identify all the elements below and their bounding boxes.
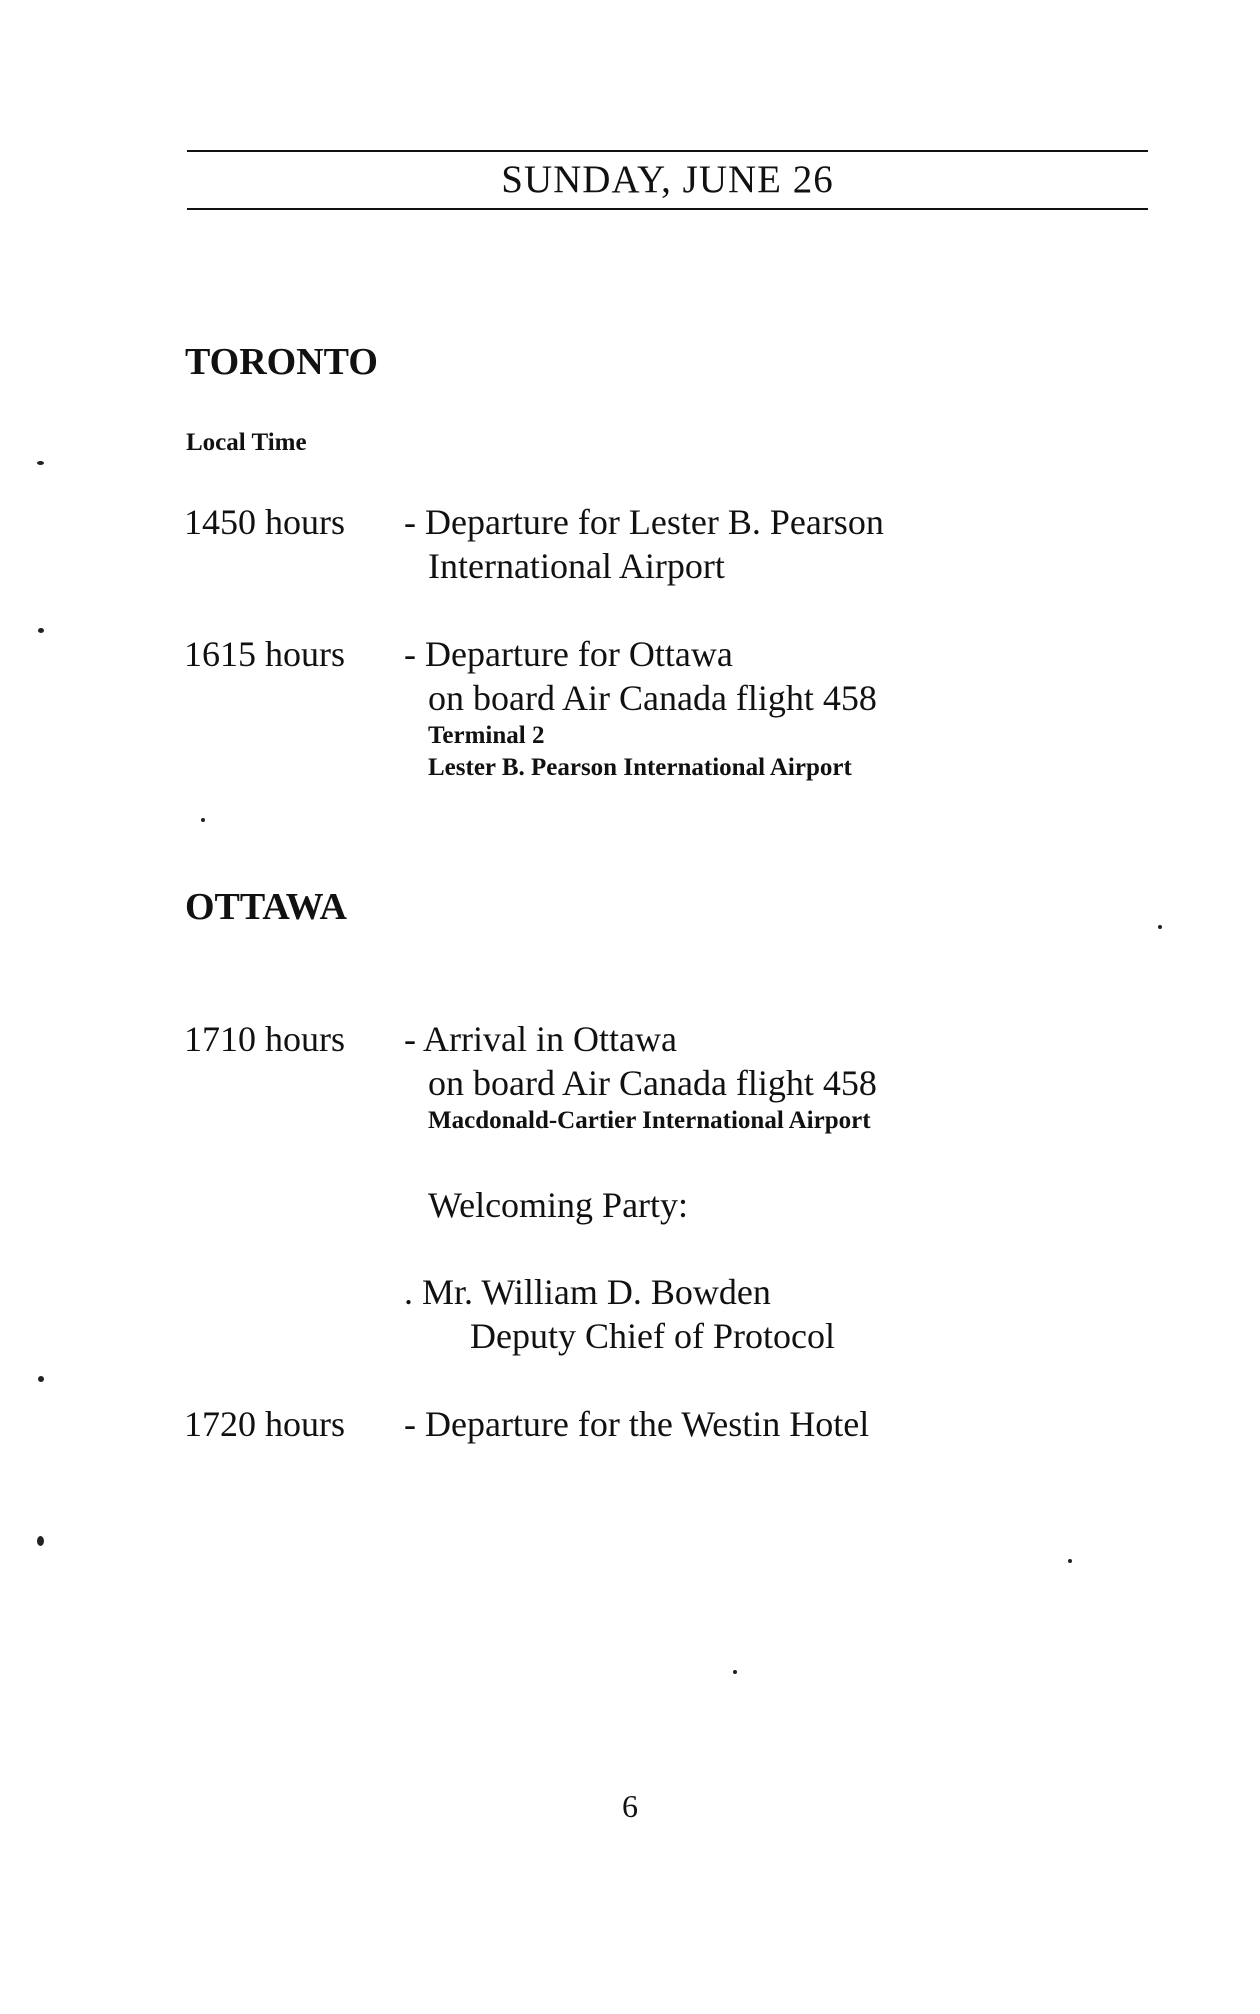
entry-time-1720: 1720 hours [184,1404,345,1444]
event-line: on board Air Canada flight 458 [428,1063,877,1103]
entry-event-1615 [404,632,877,784]
page-number: 6 [622,1788,638,1824]
local-time-label: Local Time [186,429,307,456]
welcoming-party-person [404,1270,835,1358]
event-line: - Departure for Lester B. Pearson [404,502,884,542]
event-line: - Departure for Ottawa [404,634,733,674]
entry-event-1710 [404,1017,877,1137]
entry-time-1615: 1615 hours [184,634,345,674]
page-title: SUNDAY, JUNE 26 [501,158,834,201]
person-name: . Mr. William D. Bowden [404,1272,771,1312]
entry-time-1450: 1450 hours [184,502,345,542]
person-title: Deputy Chief of Protocol [470,1316,835,1356]
entry-event-1720 [404,1402,869,1446]
scan-speck [1068,1559,1072,1563]
scan-speck [38,1376,44,1382]
entry-event-1450 [404,500,884,588]
entry-time-1710: 1710 hours [184,1019,345,1059]
scan-speck [733,1670,737,1674]
event-line: - Departure for the Westin Hotel [404,1404,870,1444]
event-line: International Airport [428,546,725,586]
welcoming-party-label: Welcoming Party: [428,1185,689,1225]
header-rule-bottom [187,208,1148,210]
event-line: - Arrival in Ottawa [404,1019,677,1059]
scan-speck [37,1536,44,1546]
event-detail: Macdonald-Cartier International Airport [428,1107,871,1134]
scan-speck [1158,925,1162,929]
scan-speck [37,461,44,465]
event-detail: Terminal 2 [428,722,545,749]
scan-speck [201,818,205,822]
scan-speck [38,628,44,633]
city-heading-toronto: TORONTO [185,341,378,383]
header-rule-top [187,150,1148,152]
event-detail: Lester B. Pearson International Airport [428,754,852,781]
city-heading-ottawa: OTTAWA [185,886,347,928]
event-line: on board Air Canada flight 458 [428,678,877,718]
